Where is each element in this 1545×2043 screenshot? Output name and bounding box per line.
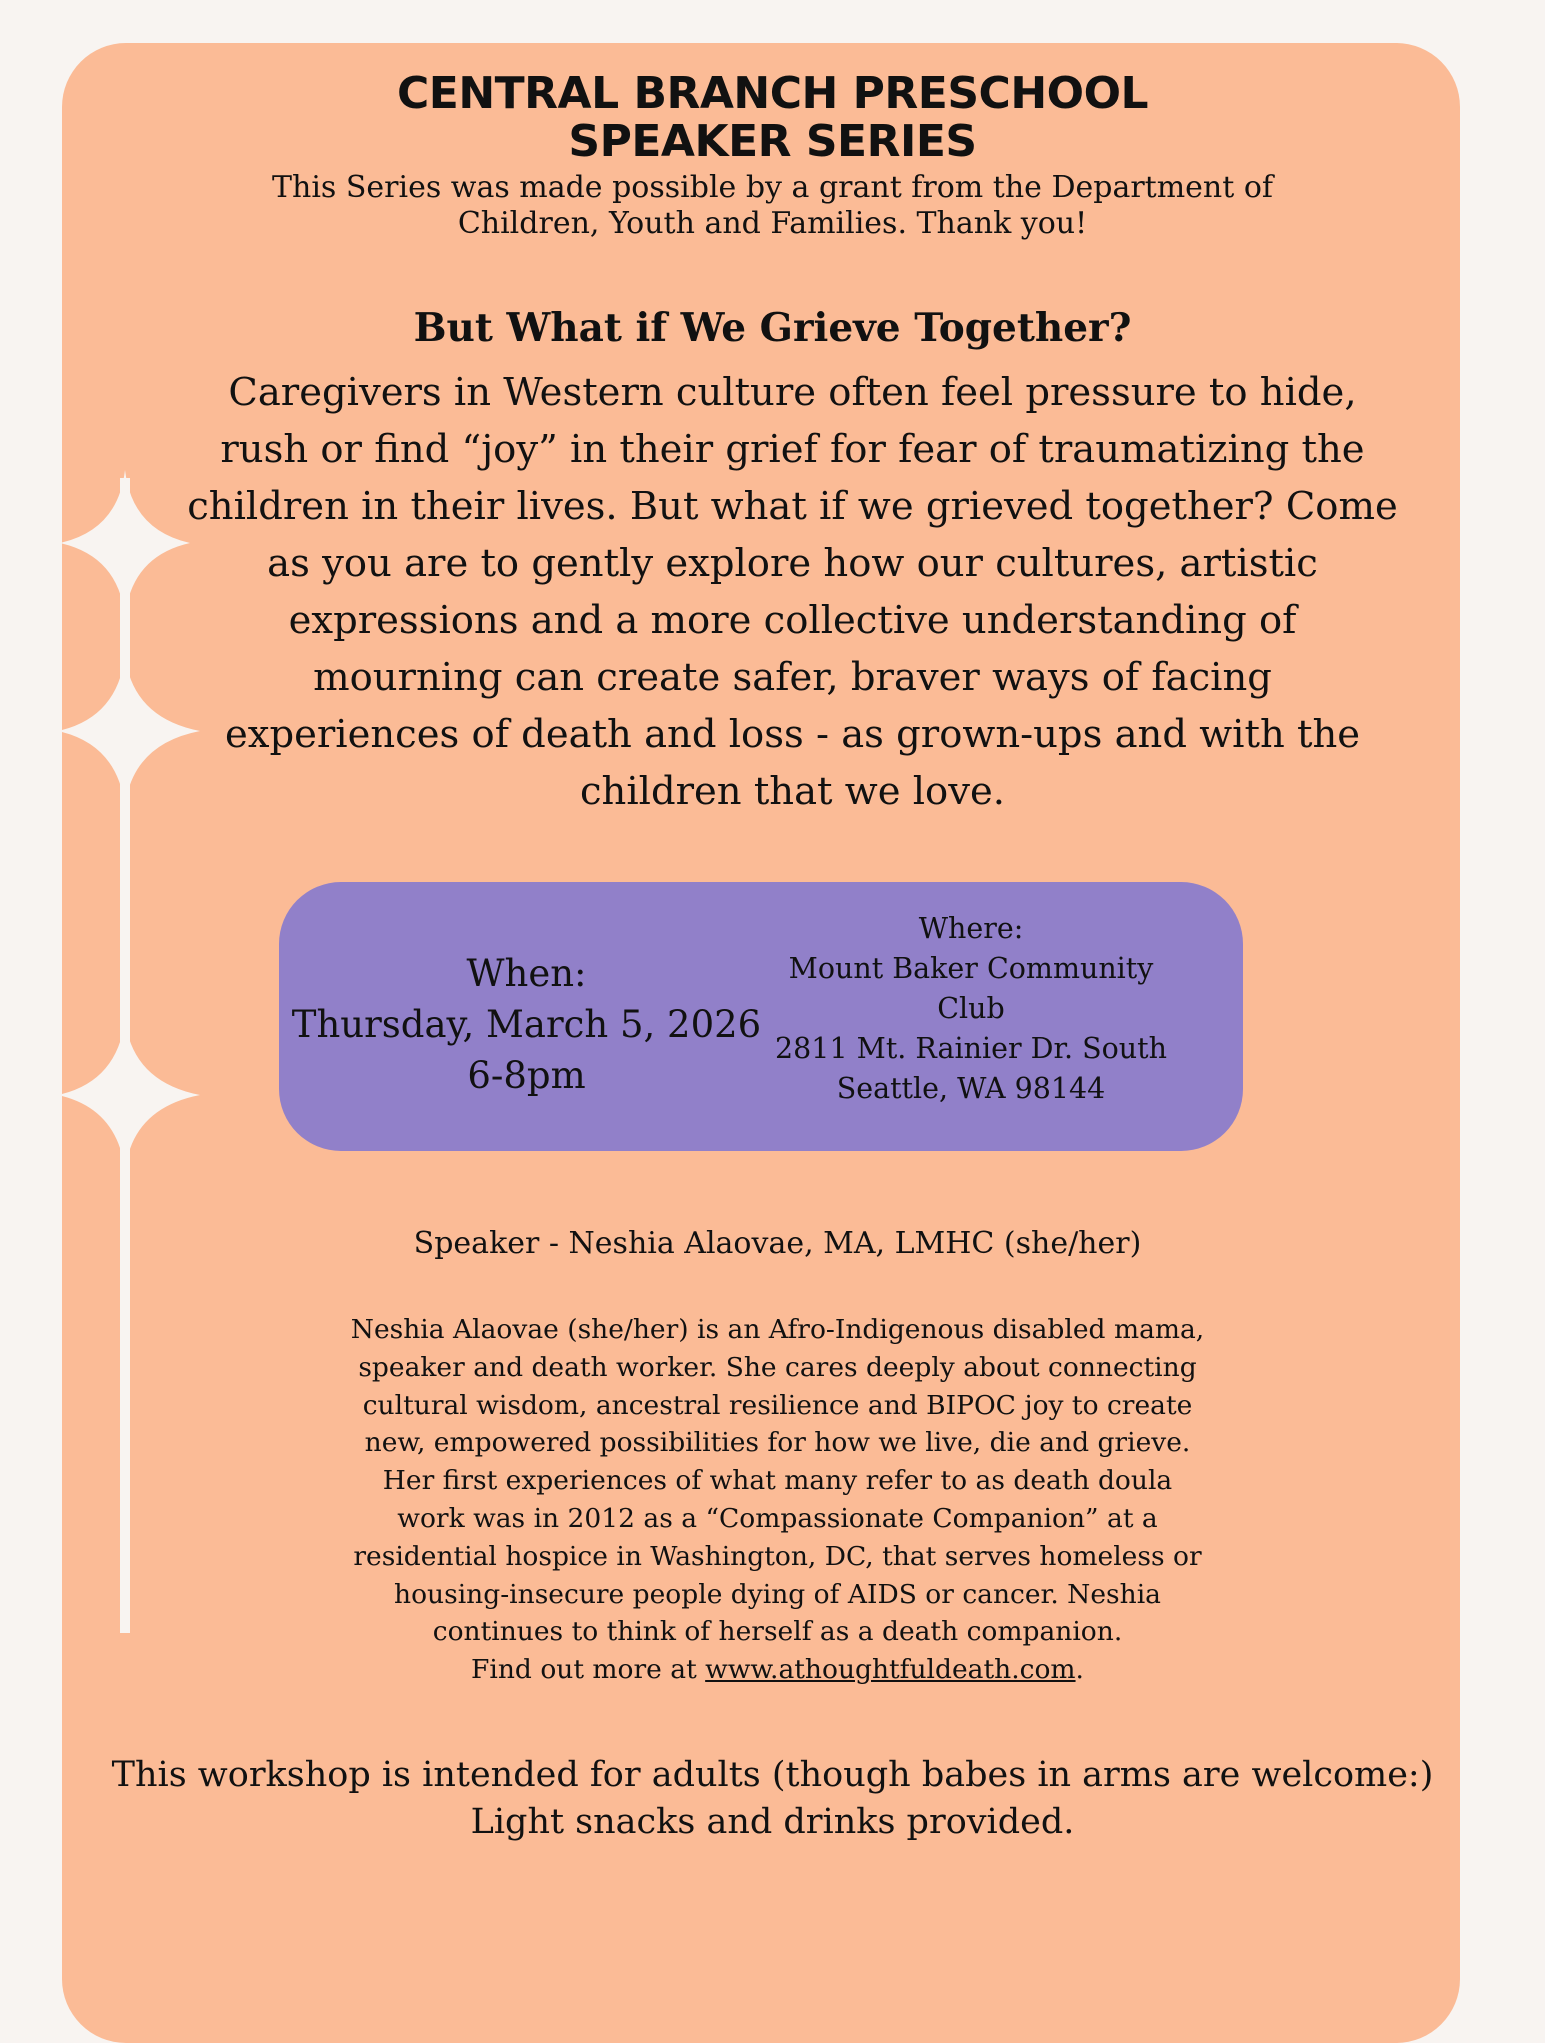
bio-line: cultural wisdom, ancestral resilience and BIPOC joy to create [362,1389,1193,1421]
talk-description [170,364,1415,820]
description-line: Caregivers in Western culture often feel pressure to hide, [228,370,1357,415]
audience-note: This workshop is intended for adults (though babes in arms are welcome:) [111,1755,1434,1795]
event-time: 6-8pm [467,1054,586,1097]
sparkle-star-icon [62,1020,200,1170]
grant-acknowledgement [0,170,1545,242]
venue-city: Seattle, WA 98144 [836,1072,1106,1105]
bio-line: Her first experiences of what many refer to as death doula [382,1465,1173,1497]
series-title-line: CENTRAL BRANCH PRESCHOOL [396,68,1149,119]
description-line: rush or find “joy” in their grief for fear of traumatizing the [220,427,1365,472]
description-line: as you are to gently explore how our cultures, artistic [267,541,1318,586]
description-line: children in their lives. But what if we grieved together? Come [187,484,1398,529]
when-label: When: [466,952,587,995]
bio-line: housing-insecure people dying of AIDS or cancer. Neshia [394,1578,1161,1610]
speaker-bio [300,1311,1255,1689]
venue-name: Club [937,992,1005,1025]
find-out-more [300,1651,1255,1689]
bio-line: speaker and death worker. She cares deeply about connecting [358,1351,1197,1383]
bio-line: work was in 2012 as a “Compassionate Companion” at a [397,1502,1158,1534]
snacks-note: Light snacks and drinks provided. [470,1802,1075,1842]
event-when [279,948,774,1101]
where-label: Where: [918,912,1024,945]
event-where [774,909,1168,1109]
closing-note [0,1752,1545,1846]
website-link[interactable]: www.athoughtfuldeath.com [705,1654,1076,1686]
find-out-suffix: . [1075,1654,1084,1686]
bio-line: Neshia Alaovae (she/her) is an Afro-Indigenous disabled mama, [350,1314,1205,1345]
description-line: experiences of death and loss - as grown-ups and with the [224,712,1361,757]
talk-title: But What if We Grieve Together? [413,305,1132,351]
grant-line: This Series was made possible by a grant from the Department of [271,170,1274,205]
bio-line: continues to think of herself as a death companion. [432,1616,1123,1648]
event-info-box [279,882,1243,1151]
bio-line: residential hospice in Washington, DC, that serves homeless or [353,1540,1202,1572]
find-out-prefix: Find out more at [471,1654,706,1686]
bio-line: new, empowered possibilities for how we live, die and grieve. [364,1427,1191,1459]
speaker-heading: Speaker - Neshia Alaovae, MA, LMHC (she/her) [413,1226,1142,1261]
venue-name: Mount Baker Community [788,952,1154,985]
venue-address: 2811 Mt. Rainier Dr. South [775,1032,1167,1065]
description-line: mourning can create safer, braver ways of facing [313,655,1272,700]
grant-line: Children, Youth and Families. Thank you! [457,206,1088,241]
series-title-line: SPEAKER SERIES [568,116,977,167]
series-title [0,70,1545,166]
event-date: Thursday, March 5, 2026 [291,1003,762,1046]
description-line: expressions and a more collective understanding of [288,598,1297,643]
description-line: children that we love. [579,769,1006,814]
